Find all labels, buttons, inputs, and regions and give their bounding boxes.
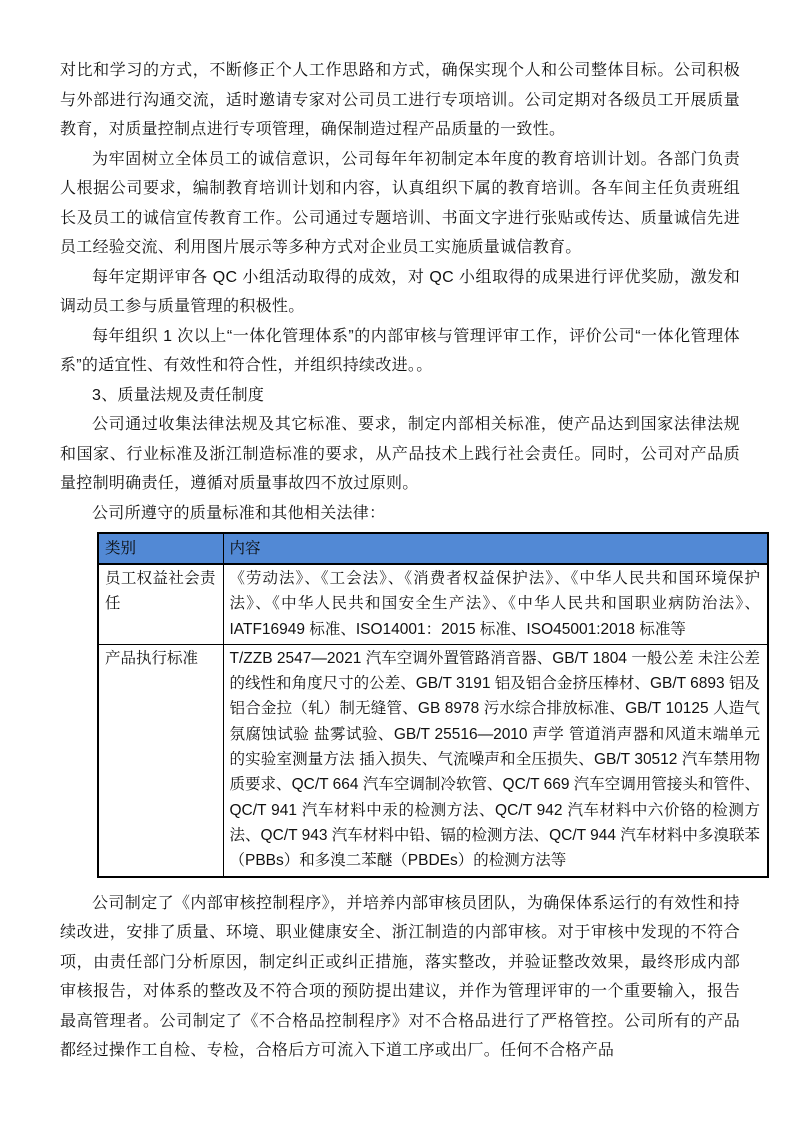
table-row-product-standards bbox=[98, 644, 768, 876]
content-cell: 《劳动法》、《工会法》、《消费者权益保护法》、《中华人民共和国环境保护法》、《中华人民共和国安全生产法》、《中华人民共和国职业病防治法》、IATF16949 标准、ISO14001：2015 标准、ISO45001:2018 标准等 bbox=[223, 564, 768, 644]
paragraph-continuation: 对比和学习的方式，不断修正个人工作思路和方式，确保实现个人和公司整体目标。公司积极与外部进行沟通交流，适时邀请专家对公司员工进行专项培训。公司定期对各级员工开展质量教育，对质量控制点进行专项管理，确保制造过程产品质量的一致性。 bbox=[60, 62, 740, 138]
paragraph-integrity-education: 为牢固树立全体员工的诚信意识，公司每年年初制定本年度的教育培训计划。各部门负责人根据公司要求，编制教育培训计划和内容，认真组织下属的教育培训。各车间主任负责班组长及员工的诚信宣传教育工作。公司通过专题培训、书面文字进行张贴或传达、质量诚信先进员工经验交流、利用图片展示等多种方式对企业员工实施质量诚信教育。 bbox=[60, 150, 740, 256]
section-heading: 3、质量法规及责任制度 bbox=[92, 386, 265, 404]
paragraph-qc-review: 每年定期评审各 QC 小组活动取得的成效，对 QC 小组取得的成果进行评优奖励，激发和调动员工参与质量管理的积极性。 bbox=[60, 268, 740, 315]
table-header-category: 类别 bbox=[98, 533, 223, 564]
paragraph-internal-audit-annual: 每年组织 1 次以上“一体化管理体系”的内部审核与管理评审工作，评价公司“一体化管理体系”的适宜性、有效性和符合性，并组织持续改进。。 bbox=[60, 327, 740, 374]
category-cell: 产品执行标准 bbox=[98, 644, 223, 876]
standards-table bbox=[97, 532, 769, 878]
table-header-row bbox=[98, 533, 768, 564]
paragraph-audit-nonconforming: 公司制定了《内部审核控制程序》，并培养内部审核员团队，为确保体系运行的有效性和持续改进，安排了质量、环境、职业健康安全、浙江制造的内部审核。对于审核中发现的不符合项，由责任部门分析原因，制定纠正或纠正措施，落实整改，并验证整改效果，最终形成内部审核报告，对体系的整改及不符合项的预防提出建议，并作为管理评审的一个重要输入，报告最高管理者。公司制定了《不合格品控制程序》对不合格品进行了严格管控。公司所有的产品都经过操作工自检、专检，合格后方可流入下道工序或出厂。任何不合格产品 bbox=[60, 894, 740, 1060]
category-cell: 员工权益社会责任 bbox=[98, 564, 223, 644]
table-row-employee-rights bbox=[98, 564, 768, 644]
content-cell: T/ZZB 2547—2021 汽车空调外置管路消音器、GB/T 1804 一般公差 未注公差的线性和角度尺寸的公差、GB/T 3191 铝及铝合金挤压棒材、GB/T 6893 铝及铝合金拉（轧）制无缝管、GB 8978 污水综合排放标准、GB/T 10125 人造气氛腐蚀试验 盐雾试验、GB/T 25516—2010 声学 管道消声器和风道末端单元的实验室测量方法 插入损失、气流噪声和全压损失、GB/T 30512 汽车禁用物质要求、QC/T 664 汽车空调制冷软管、QC/T 669 汽车空调用管接头和管件、QC/T 941 汽车材料中汞的检测方法、QC/T 942 汽车材料中六价铬的检测方法、QC/T 943 汽车材料中铅、镉的检测方法、QC/T 944 汽车材料中多溴联苯（PBBs）和多溴二苯醚（PBDEs）的检测方法等 bbox=[223, 644, 768, 876]
table-header-content: 内容 bbox=[223, 533, 768, 564]
paragraph-legal-standards: 公司通过收集法律法规及其它标准、要求，制定内部相关标准，使产品达到国家法律法规和国家、行业标准及浙江制造标准的要求，从产品技术上践行社会责任。同时，公司对产品质量控制明确责任，遵循对质量事故四不放过原则。 bbox=[60, 416, 740, 492]
table-intro-line: 公司所遵守的质量标准和其他相关法律： bbox=[92, 504, 386, 522]
